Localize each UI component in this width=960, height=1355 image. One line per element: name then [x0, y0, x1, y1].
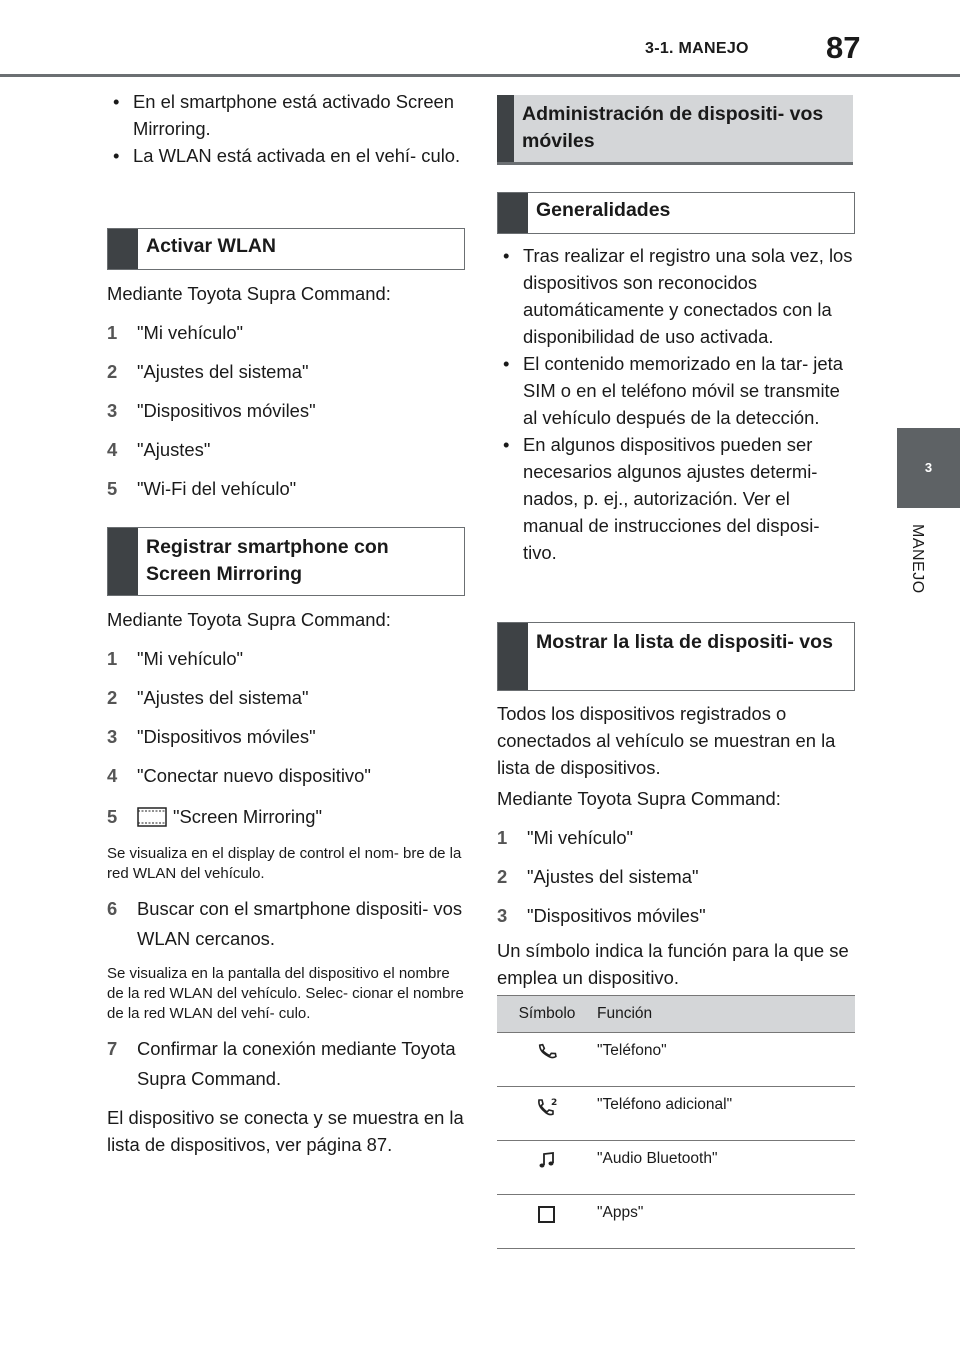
- apps-square-icon: [537, 1204, 557, 1224]
- registrar-steps: [107, 606, 467, 1158]
- paragraph: Un símbolo indica la función para la que se emplea un dispositivo.: [497, 940, 849, 988]
- note-text: Se visualiza en el display de control el nom- bre de la red WLAN del vehículo.: [107, 845, 462, 882]
- note-text: Se visualiza en la pantalla del dispositivo el nombre de la red WLAN del vehículo. Selec- cionar el nombre de la red WLAN del vehí- culo.: [107, 965, 464, 1022]
- step-number: 2: [107, 361, 118, 382]
- heading-text: Registrar smartphone con Screen Mirroring: [146, 536, 389, 585]
- heading-text: Administración de dispositi- vos móviles: [522, 103, 824, 152]
- step-number: 7: [107, 1038, 118, 1059]
- step: [107, 684, 467, 711]
- step-number: 1: [497, 827, 508, 848]
- step: [107, 358, 467, 385]
- step-number: 5: [107, 478, 118, 499]
- step-text: "Dispositivos móviles": [137, 726, 316, 747]
- additional-phone-icon: [536, 1096, 558, 1118]
- left-column: [107, 88, 467, 169]
- table-row: [497, 1195, 855, 1249]
- step-number: 3: [497, 905, 508, 926]
- section-title: 3-1. MANEJO: [645, 40, 749, 57]
- chapter-label: MANEJO: [909, 524, 926, 594]
- step-text: "Dispositivos móviles": [527, 905, 706, 926]
- section-heading-administracion: [497, 95, 853, 165]
- intro-text: Mediante Toyota Supra Command:: [497, 788, 781, 809]
- step-text: "Ajustes del sistema": [137, 361, 309, 382]
- list-item: • La WLAN está activada en el vehí- culo.: [107, 142, 467, 169]
- step-number: 4: [107, 439, 118, 460]
- list-item: • Tras realizar el registro una sola vez, los dispositivos son reconocidos automáticamente y conectados con la disponibilidad de uso activada.: [497, 242, 853, 350]
- chapter-tab: 3: [897, 428, 960, 508]
- symbol-cell: [497, 1087, 597, 1141]
- symbol-cell: [497, 1033, 597, 1087]
- paragraph: Todos los dispositivos registrados o conectados al vehículo se muestran en la lista de dispositivos.: [497, 703, 836, 778]
- step-number: 6: [107, 898, 118, 919]
- step-number: 4: [107, 765, 118, 786]
- step-text: "Screen Mirroring": [173, 806, 322, 827]
- step-number: 2: [497, 866, 508, 887]
- function-cell: "Apps": [597, 1195, 855, 1249]
- section-heading-registrar: [107, 527, 465, 596]
- step: [107, 894, 467, 954]
- column-header: Símbolo: [497, 996, 597, 1033]
- heading-bar: [498, 193, 528, 233]
- symbol-table: [497, 995, 855, 1249]
- step-number: 5: [107, 806, 118, 827]
- intro-text: Mediante Toyota Supra Command:: [107, 283, 391, 304]
- table-header-row: [497, 996, 855, 1033]
- heading-text: Activar WLAN: [146, 235, 277, 257]
- step-number: 3: [107, 400, 118, 421]
- step-text: "Mi vehículo": [137, 322, 244, 343]
- step: [107, 645, 467, 672]
- heading-text: Generalidades: [536, 199, 671, 221]
- step: [497, 824, 853, 851]
- wlan-steps: [107, 280, 467, 502]
- heading-text: Mostrar la lista de dispositi- vos: [536, 631, 833, 653]
- column-header: Función: [597, 996, 855, 1033]
- step: [107, 319, 467, 346]
- closing-text: El dispositivo se conecta y se muestra en la lista de dispositivos, ver página 87.: [107, 1107, 464, 1155]
- step-number: 1: [107, 322, 118, 343]
- step-number: 1: [107, 648, 118, 669]
- step-text: "Ajustes": [137, 439, 211, 460]
- section-heading-activar-wlan: [107, 228, 465, 270]
- function-cell: "Audio Bluetooth": [597, 1141, 855, 1195]
- header-rule: [0, 74, 960, 77]
- generalidades-list: [497, 242, 853, 566]
- step: [107, 475, 467, 502]
- step: [497, 863, 853, 890]
- step: [107, 436, 467, 463]
- screen-mirroring-icon: [137, 807, 167, 834]
- step: [107, 397, 467, 424]
- svg-text:2: 2: [551, 1098, 558, 1108]
- step-text: "Mi vehículo": [527, 827, 634, 848]
- mostrar-lista-body: [497, 700, 853, 991]
- intro-text: Mediante Toyota Supra Command:: [107, 609, 391, 630]
- step-text: "Ajustes del sistema": [527, 866, 699, 887]
- step-number: 2: [107, 687, 118, 708]
- heading-bar: [498, 623, 528, 690]
- step-text: "Wi-Fi del vehículo": [137, 478, 297, 499]
- heading-bar: [108, 229, 138, 269]
- page-number: 87: [826, 30, 861, 65]
- section-heading-mostrar-lista: [497, 622, 855, 691]
- function-cell: "Teléfono adicional": [597, 1087, 855, 1141]
- section-heading-generalidades: [497, 192, 855, 234]
- step: [107, 803, 467, 834]
- table-row: [497, 1033, 855, 1087]
- step: [497, 902, 853, 929]
- step-text: "Dispositivos móviles": [137, 400, 316, 421]
- step-text: "Mi vehículo": [137, 648, 244, 669]
- heading-bar: [108, 528, 138, 595]
- music-note-icon: [537, 1150, 557, 1170]
- step-text: Buscar con el smartphone dispositi- vos WLAN cercanos.: [137, 898, 463, 949]
- list-item: • El contenido memorizado en la tar- jeta SIM o en el teléfono móvil se transmite al vehículo después de la detección.: [497, 350, 853, 431]
- heading-bar: [497, 95, 514, 162]
- list-item: • En el smartphone está activado Screen Mirroring.: [107, 88, 467, 142]
- step: [107, 1034, 467, 1094]
- step: [107, 723, 467, 750]
- step: [107, 762, 467, 789]
- list-item: • En algunos dispositivos pueden ser necesarios algunos ajustes determi- nados, p. ej., autorización. Ver el manual de instrucciones del disposi- tivo.: [497, 431, 853, 566]
- table-row: [497, 1087, 855, 1141]
- symbol-cell: [497, 1195, 597, 1249]
- phone-icon: [537, 1042, 557, 1062]
- step-text: "Ajustes del sistema": [137, 687, 309, 708]
- function-cell: "Teléfono": [597, 1033, 855, 1087]
- step-number: 3: [107, 726, 118, 747]
- step-text: Confirmar la conexión mediante Toyota Supra Command.: [137, 1038, 456, 1089]
- step-text: "Conectar nuevo dispositivo": [137, 765, 371, 786]
- symbol-cell: [497, 1141, 597, 1195]
- table-row: [497, 1141, 855, 1195]
